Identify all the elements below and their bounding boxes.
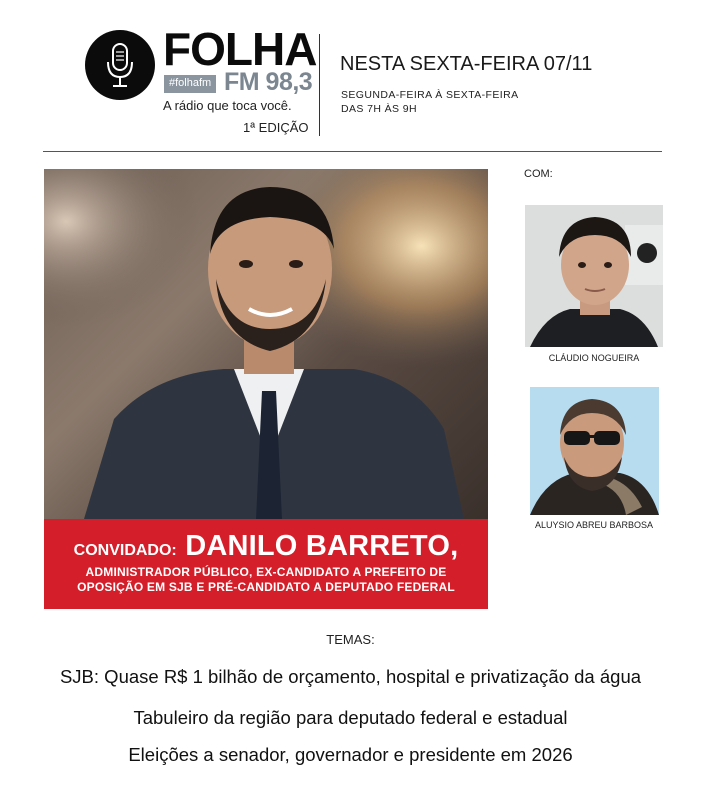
slogan: A rádio que toca você. [163,98,292,113]
guest-description-line1: ADMINISTRADOR PÚBLICO, EX-CANDIDATO A PREFEITO DE [85,565,447,579]
schedule-days: SEGUNDA-FEIRA À SEXTA-FEIRA [341,89,519,101]
guest-description [54,565,478,595]
schedule [341,88,518,116]
theme-item: SJB: Quase R$ 1 bilhão de orçamento, hospital e privatização da água [59,666,642,687]
hashtag-badge: #folhafm [164,75,216,93]
host-photo-1 [525,205,663,347]
guest-photo [44,169,488,519]
header-divider [319,34,320,136]
edition-label: 1ª EDIÇÃO [243,120,309,135]
headline: NESTA SEXTA-FEIRA 07/11 [340,53,593,75]
header-rule [43,151,662,152]
guest-title-line [44,532,488,561]
host-name-1: CLÁUDIO NOGUEIRA [548,353,640,363]
host-photo-2 [530,387,659,515]
guest-label: CONVIDADO: [73,542,177,559]
frequency-label: FM 98,3 [224,68,313,96]
theme-item: Tabuleiro da região para deputado federal e estadual [133,707,568,728]
guest-name: DANILO BARRETO, [185,530,459,562]
microphone-icon [85,30,155,100]
theme-item: Eleições a senador, governador e presidente em 2026 [128,744,573,765]
guest-description-line2: OPOSIÇÃO EM SJB E PRÉ-CANDIDATO A DEPUTADO FEDERAL [77,580,455,594]
schedule-hours: DAS 7H ÀS 9H [341,103,417,115]
host-name-2: ALUYSIO ABREU BARBOSA [534,520,654,530]
themes-label: TEMAS: [326,632,375,647]
guest-banner [44,519,488,609]
brand-name: FOLHA [163,23,317,75]
radio-logo [85,30,155,100]
hosts-label: COM: [524,168,553,180]
